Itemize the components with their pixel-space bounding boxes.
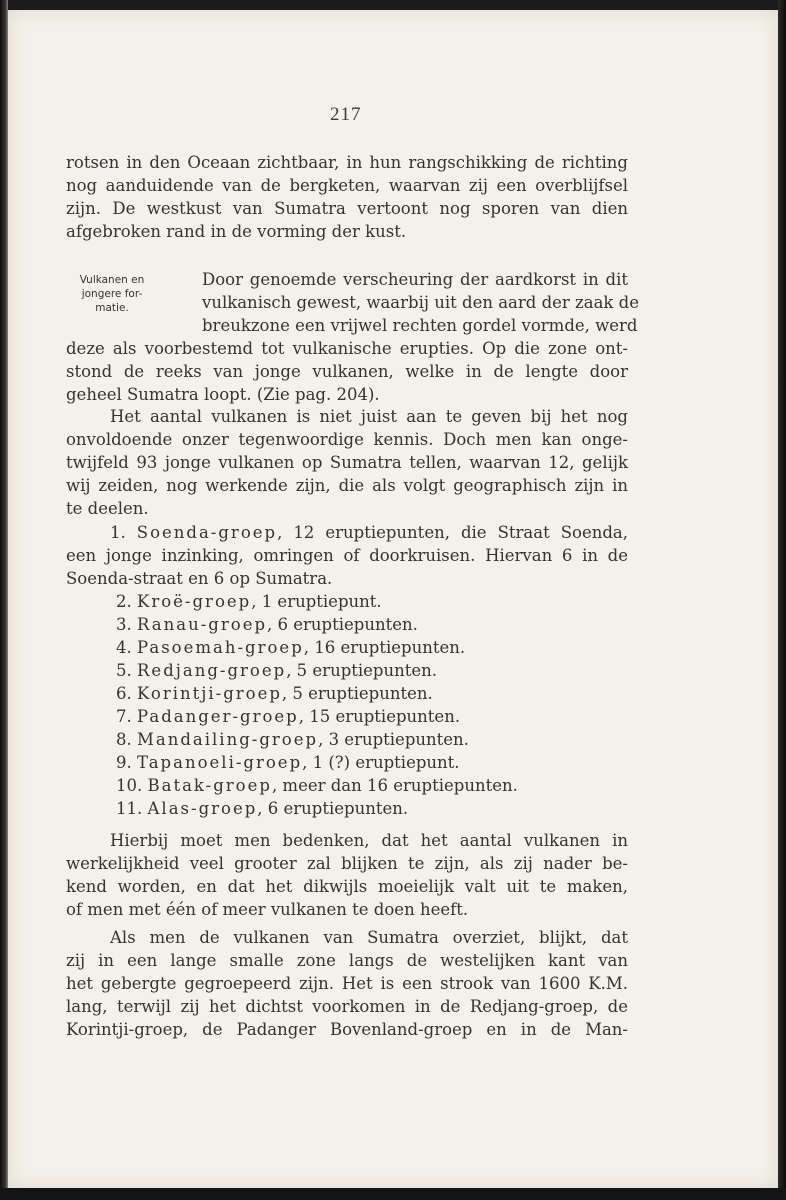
paragraph-4 — [66, 829, 628, 921]
text-line: Korintji-groep, de Padanger Bovenland-groep en in de Man- — [66, 1020, 628, 1039]
text-line: een jonge inzinking, omringen of doorkruisen. Hiervan 6 in de — [66, 546, 628, 565]
group-name: Padanger-groep — [137, 707, 299, 726]
text-line: deze als voorbestemd tot vulkanische erupties. Op die zone ont- — [66, 339, 628, 358]
paragraph-5 — [66, 926, 628, 1041]
text-line: vulkanisch gewest, waarbij uit den aard der zaak de — [202, 293, 639, 312]
list-text: , 1 (?) eruptiepunt. — [302, 753, 460, 772]
text-line: rotsen in den Oceaan zichtbaar, in hun rangschikking de richting — [66, 153, 628, 172]
list-item — [66, 682, 628, 705]
text-line: stond de reeks van jonge vulkanen, welke in de lengte door — [66, 362, 628, 381]
list-text: , 12 eruptiepunten, die Straat Soenda, — [277, 523, 628, 542]
text-line: wij zeiden, nog werkende zijn, die als volgt geographisch zijn in — [66, 476, 628, 495]
group-name: Redjang-groep — [137, 661, 287, 680]
list-number: 8. — [116, 730, 132, 749]
list-item — [66, 521, 628, 544]
text-line: Soenda-straat en 6 op Sumatra. — [66, 569, 333, 588]
group-name: Batak-groep — [147, 776, 272, 795]
paragraph-1 — [66, 151, 628, 243]
text-line: Het aantal vulkanen is niet juist aan te geven bij het nog — [110, 407, 628, 426]
list-number: 9. — [116, 753, 132, 772]
list-text: , 16 eruptiepunten. — [303, 638, 466, 657]
list-number: 4. — [116, 638, 132, 657]
list-number: 3. — [116, 615, 132, 634]
list-text: , 3 eruptiepunten. — [318, 730, 469, 749]
group-name: Tapanoeli-groep — [137, 753, 303, 772]
text-line: te deelen. — [66, 499, 149, 518]
text-line: onvoldoende onzer tegenwoordige kennis. Doch men kan onge- — [66, 430, 628, 449]
text-line: Als men de vulkanen van Sumatra overziet, blijkt, dat — [110, 928, 628, 947]
text-line: lang, terwijl zij het dichtst voorkomen in de Redjang-groep, de — [66, 997, 628, 1016]
scan-bottom-edge — [0, 1188, 786, 1200]
text-line: geheel Sumatra loopt. (Zie pag. 204). — [66, 385, 380, 404]
text-line: Hierbij moet men bedenken, dat het aantal vulkanen in — [110, 831, 628, 850]
margin-note-line: matie. — [95, 302, 129, 314]
list-text: , 5 eruptiepunten. — [281, 684, 433, 703]
scan-right-edge — [778, 0, 786, 1200]
list-text: , 6 eruptiepunten. — [267, 615, 418, 634]
list-text: , 1 eruptiepunt. — [251, 592, 382, 611]
group-name: Mandailing-groep — [137, 730, 319, 749]
text-line: nog aanduidende van de bergketen, waarvan zij een overblijfsel — [66, 176, 628, 195]
text-line: zij in een lange smalle zone langs de westelijken kant van — [66, 951, 628, 970]
list-number: 7. — [116, 707, 132, 726]
list-text: , 5 eruptiepunten. — [286, 661, 438, 680]
group-name: Pasoemah-groep — [137, 638, 304, 657]
scan-left-edge — [0, 0, 8, 1200]
volcano-group-list — [66, 521, 628, 820]
group-name: Korintji-groep — [137, 684, 282, 703]
page-number: 217 — [330, 104, 362, 125]
list-number: 1. — [110, 523, 126, 542]
list-item — [66, 751, 628, 774]
list-item — [66, 728, 628, 751]
list-text: , meer dan 16 eruptiepunten. — [271, 776, 518, 795]
list-number: 6. — [116, 684, 132, 703]
paragraph-2 — [66, 268, 639, 406]
list-item — [66, 590, 628, 613]
text-line: het gebergte gegroepeerd zijn. Het is een strook van 1600 K.M. — [66, 974, 628, 993]
text-line: kend worden, en dat het dikwijls moeielijk valt uit te maken, — [66, 877, 628, 896]
text-line: breukzone een vrijwel rechten gordel vormde, werd — [202, 316, 638, 335]
list-number: 11. — [116, 799, 143, 818]
group-name: Alas-groep — [147, 799, 258, 818]
list-item — [66, 705, 628, 728]
text-line: of men met één of meer vulkanen te doen heeft. — [66, 900, 469, 919]
text-line: zijn. De westkust van Sumatra vertoont nog sporen van dien — [66, 199, 628, 218]
list-item — [66, 613, 628, 636]
text-line: werkelijkheid veel grooter zal blijken te zijn, als zij nader be- — [66, 854, 628, 873]
margin-note-line: Vulkanen en — [79, 274, 145, 286]
list-item — [66, 797, 628, 820]
text-line: afgebroken rand in de vorming der kust. — [66, 222, 407, 241]
paragraph-3 — [66, 405, 628, 520]
list-item — [66, 636, 628, 659]
list-text: , 6 eruptiepunten. — [257, 799, 409, 818]
list-number: 10. — [116, 776, 143, 795]
group-name: Kroë-groep — [137, 592, 252, 611]
text-line: Door genoemde verscheuring der aardkorst in dit — [202, 270, 628, 289]
group-name: Soenda-groep — [136, 523, 278, 542]
list-item — [66, 774, 628, 797]
list-item — [66, 659, 628, 682]
margin-note-line: jongere for- — [81, 288, 143, 300]
list-number: 5. — [116, 661, 132, 680]
group-name: Ranau-groep — [137, 615, 268, 634]
list-number: 2. — [116, 592, 132, 611]
list-text: , 15 eruptiepunten. — [298, 707, 461, 726]
text-line: twijfeld 93 jonge vulkanen op Sumatra tellen, waarvan 12, gelijk — [66, 453, 628, 472]
